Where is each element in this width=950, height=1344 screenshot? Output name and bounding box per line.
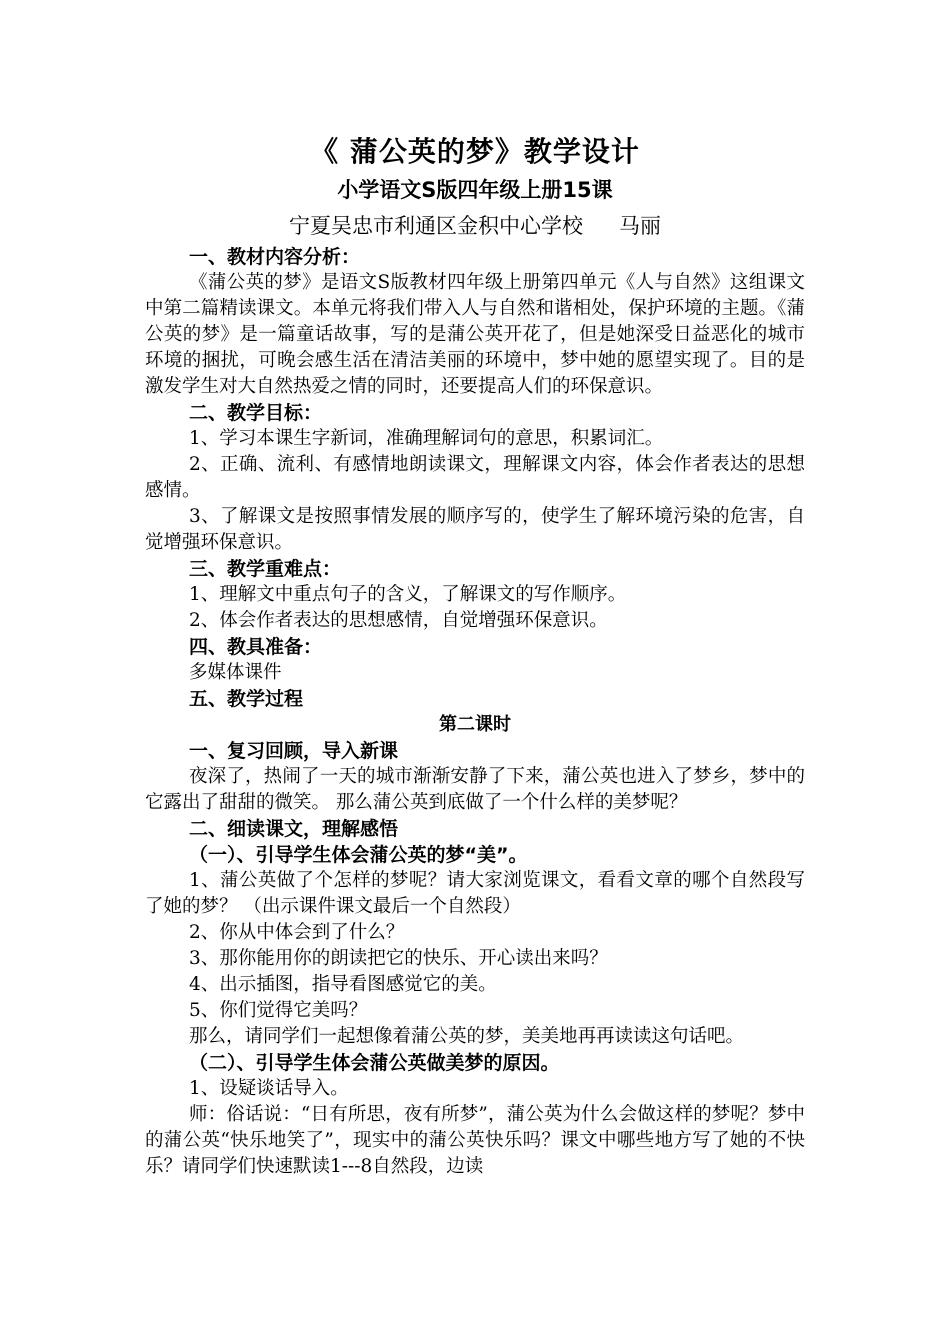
analysis-paragraph: 《蒲公英的梦》是语文S版教材四年级上册第四单元《人与自然》这组课文中第二篇精读课文。本单元将我们带入人与自然和谐相处，保护环境的主题。《蒲公英的梦》是一篇童话故事，写的是蒲公英开花了，但是她深受日益恶化的城市环境的捆扰，可晚会感生活在清洁美丽的环境中，梦中她的愿望实现了。目的是激发学生对大自然热爱之情的同时，还要提高人们的环保意识。 xyxy=(145,272,805,397)
reason-item: 1、设疑谈话导入。 xyxy=(189,1078,349,1099)
section-heading-analysis: 一、教材内容分析： xyxy=(189,246,361,268)
school-name: 宁夏吴忠市利通区金积中心学校 xyxy=(289,214,583,238)
reason-item: 师：俗话说：“日有所思，夜有所梦”，蒲公英为什么会做这样的梦呢？梦中的蒲公英“快乐地笑了”，现实中的蒲公英快乐吗？课文中哪些地方写了她的不快乐？请同学们快速默读1---8自然段，边读 xyxy=(145,1104,805,1177)
lesson-heading: 第二课时 xyxy=(439,714,511,735)
section-heading-key-points: 三、教学重难点： xyxy=(189,558,342,580)
key-point-item: 1、理解文中重点句子的含义，了解课文的写作顺序。 xyxy=(189,584,627,605)
step-heading-review: 一、复习回顾，导入新课 xyxy=(189,740,399,762)
materials-text: 多媒体课件 xyxy=(189,662,282,683)
author-name: 马丽 xyxy=(619,214,661,238)
beauty-item: 1、蒲公英做了个怎样的梦呢？请大家浏览课文，看看文章的哪个自然段写了她的梦？ （出示课件课文最后一个自然段） xyxy=(145,870,805,917)
subsection-heading-reason: （二）、引导学生体会蒲公英做美梦的原因。 xyxy=(189,1052,560,1074)
review-paragraph: 夜深了，热闹了一天的城市渐渐安静了下来，蒲公英也进入了梦乡，梦中的它露出了甜甜的微笑。 那么蒲公英到底做了一个什么样的美梦呢？ xyxy=(145,766,805,813)
beauty-item: 4、出示插图，指导看图感觉它的美。 xyxy=(189,974,497,995)
section-heading-goals: 二、教学目标： xyxy=(189,402,323,424)
section-heading-process: 五、教学过程 xyxy=(189,688,304,710)
goal-item: 3、了解课文是按照事情发展的顺序写的，使学生了解环境污染的危害，自觉增强环保意识。 xyxy=(145,506,805,553)
beauty-item: 3、那你能用你的朗读把它的快乐、开心读出来吗？ xyxy=(189,948,608,969)
beauty-item: 5、你们觉得它美吗？ xyxy=(189,1000,368,1021)
document-title: 《 蒲公英的梦》教学设计 xyxy=(310,135,640,168)
key-point-item: 2、体会作者表达的思想感情，自觉增强环保意识。 xyxy=(189,610,608,631)
author-line xyxy=(145,208,805,244)
section-heading-materials: 四、教具准备： xyxy=(189,636,323,658)
beauty-item: 2、你从中体会到了什么？ xyxy=(189,922,405,943)
step-heading-reading: 二、细读课文，理解感悟 xyxy=(189,818,399,840)
goal-item: 2、正确、流利、有感情地朗读课文，理解课文内容，体会作者表达的思想感情。 xyxy=(145,454,805,501)
document-page xyxy=(145,132,805,1180)
subsection-heading-beauty: （一）、引导学生体会蒲公英的梦“美”。 xyxy=(189,844,528,866)
document-subtitle: 小学语文S版四年级上册15课 xyxy=(337,178,613,202)
goal-item: 1、学习本课生字新词，准确理解词句的意思，积累词汇。 xyxy=(189,428,664,449)
beauty-item: 那么，请同学们一起想像着蒲公英的梦，美美地再再读读这句话吧。 xyxy=(189,1026,745,1047)
